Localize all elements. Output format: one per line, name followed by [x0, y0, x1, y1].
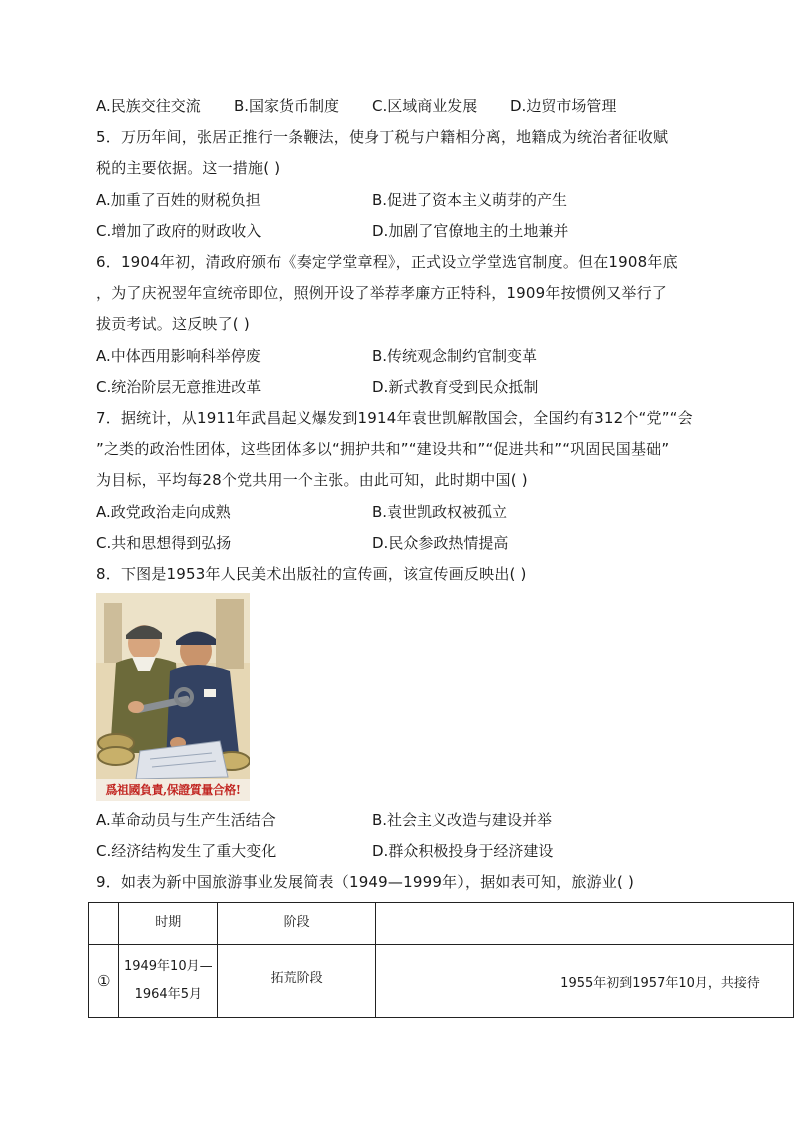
q6-stem-line-2: ，为了庆祝翌年宣统帝即位，照例开设了举荐孝廉方正特科，1909年按惯例又举行了	[96, 284, 667, 302]
q8-option-c: C.经济结构发生了重大变化	[96, 842, 277, 860]
q4-option-d: D.边贸市场管理	[510, 97, 617, 115]
header-cell-stage: 阶段	[218, 903, 376, 945]
q5-option-a: A.加重了百姓的财税负担	[96, 191, 261, 209]
q6-option-b: B.传统观念制约官制变革	[372, 347, 538, 365]
q7-stem-line-2: ”之类的政治性团体，这些团体多以“拥护共和”“建设共和”“促进共和”“巩固民国基础”	[96, 440, 670, 458]
row-detail: 1955年初到1957年10月，共接待	[376, 945, 794, 1018]
q8-stem: 8．下图是1953年人民美术出版社的宣传画，该宣传画反映出( )	[96, 565, 527, 583]
q8-option-a: A.革命动员与生产生活结合	[96, 811, 276, 829]
q7-stem-line-1: 7．据统计，从1911年武昌起义爆发到1914年袁世凯解散国会，全国约有312个“党”“会	[96, 409, 693, 427]
row-index: ①	[89, 945, 119, 1018]
q5-stem-line-1: 5．万历年间，张居正推行一条鞭法，使身丁税与户籍相分离，地籍成为统治者征收赋	[96, 128, 669, 146]
propaganda-poster	[96, 593, 250, 801]
q5-option-b: B.促进了资本主义萌芽的产生	[372, 191, 568, 209]
q5-option-c: C.增加了政府的财政收入	[96, 222, 262, 240]
row-period	[119, 945, 218, 1018]
q7-stem-line-3: 为目标，平均每28个党共用一个主张。由此可知，此时期中国( )	[96, 471, 528, 489]
q6-stem-line-3: 拔贡考试。这反映了( )	[96, 315, 250, 333]
tourism-development-table	[88, 902, 794, 1018]
header-cell-period: 时期	[119, 903, 218, 945]
q8-option-b: B.社会主义改造与建设并举	[372, 811, 553, 829]
poster-caption: 爲祖國負責,保證質量合格!	[96, 779, 250, 801]
q5-stem-line-2: 税的主要依据。这一措施( )	[96, 159, 281, 177]
q7-option-c: C.共和思想得到弘扬	[96, 534, 232, 552]
q7-option-a: A.政党政治走向成熟	[96, 503, 231, 521]
poster-illustration	[96, 593, 250, 779]
row-period-end: 1964年5月	[134, 987, 202, 1002]
q4-option-b: B.国家货币制度	[234, 97, 340, 115]
q6-option-a: A.中体西用影响科举停废	[96, 347, 261, 365]
row-stage: 拓荒阶段	[218, 945, 376, 1018]
q6-option-c: C.统治阶层无意推进改革	[96, 378, 262, 396]
q7-option-b: B.袁世凯政权被孤立	[372, 503, 508, 521]
q4-option-a: A.民族交往交流	[96, 97, 201, 115]
table-header-row	[89, 903, 794, 945]
q5-option-d: D.加剧了官僚地主的土地兼并	[372, 222, 569, 240]
q6-option-d: D.新式教育受到民众抵制	[372, 378, 539, 396]
q4-option-c: C.区域商业发展	[372, 97, 478, 115]
table-row	[89, 945, 794, 1018]
q9-stem: 9．如表为新中国旅游事业发展简表（1949—1999年），据如表可知，旅游业( )	[96, 873, 635, 891]
q7-option-d: D.民众参政热情提高	[372, 534, 509, 552]
header-cell-detail	[376, 903, 794, 945]
header-cell-index	[89, 903, 119, 945]
q8-option-d: D.群众积极投身于经济建设	[372, 842, 554, 860]
row-period-start: 1949年10月—	[123, 959, 213, 974]
q6-stem-line-1: 6．1904年初，清政府颁布《奏定学堂章程》，正式设立学堂选官制度。但在1908年底	[96, 253, 678, 271]
